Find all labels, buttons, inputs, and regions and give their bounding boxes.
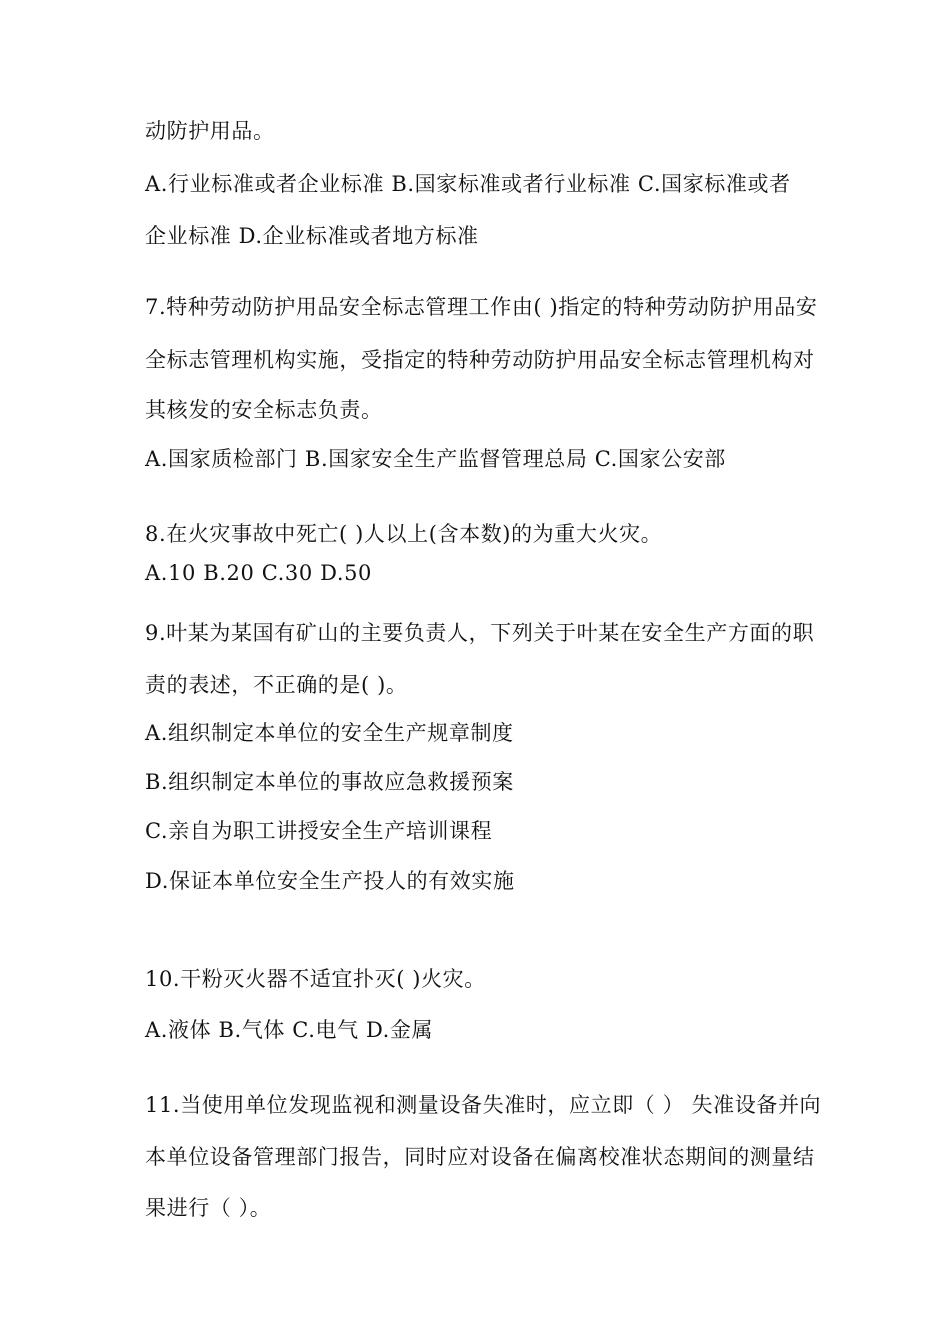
- text-line: 全标志管理机构实施，受指定的特种劳动防护用品安全标志管理机构对: [145, 348, 815, 372]
- text-line: A.10 B.20 C.30 D.50: [145, 561, 373, 585]
- text-line: 企业标准 D.企业标准或者地方标准: [145, 224, 479, 248]
- text-line: 责的表述，不正确的是( )。: [145, 673, 408, 697]
- text-line: B.组织制定本单位的事故应急救援预案: [145, 770, 514, 794]
- text-line: C.亲自为职工讲授安全生产培训课程: [145, 819, 493, 843]
- text-line: 8.在火灾事故中死亡( )人以上(含本数)的为重大火灾。: [145, 522, 663, 546]
- text-line: A.组织制定本单位的安全生产规章制度: [145, 721, 514, 745]
- text-line: 11.当使用单位发现监视和测量设备失准时，应立即（ ） 失准设备并向: [145, 1093, 822, 1117]
- text-line: 7.特种劳动防护用品安全标志管理工作由( )指定的特种劳动防护用品安: [145, 295, 818, 319]
- text-line: 10.干粉灭火器不适宜扑灭( )火灾。: [145, 967, 486, 991]
- text-line: 动防护用品。: [145, 119, 275, 143]
- text-line: 其核发的安全标志负责。: [145, 398, 383, 422]
- text-line: 果进行（ ）。: [145, 1196, 272, 1220]
- text-line: A.行业标准或者企业标准 B.国家标准或者行业标准 C.国家标准或者: [145, 172, 791, 196]
- text-line: 本单位设备管理部门报告，同时应对设备在偏离校准状态期间的测量结: [145, 1145, 815, 1169]
- text-line: 9.叶某为某国有矿山的主要负责人，下列关于叶某在安全生产方面的职: [145, 621, 815, 645]
- text-line: A.液体 B.气体 C.电气 D.金属: [145, 1018, 434, 1042]
- text-line: A.国家质检部门 B.国家安全生产监督管理总局 C.国家公安部: [145, 447, 726, 471]
- text-line: D.保证本单位安全生产投人的有效实施: [145, 869, 515, 893]
